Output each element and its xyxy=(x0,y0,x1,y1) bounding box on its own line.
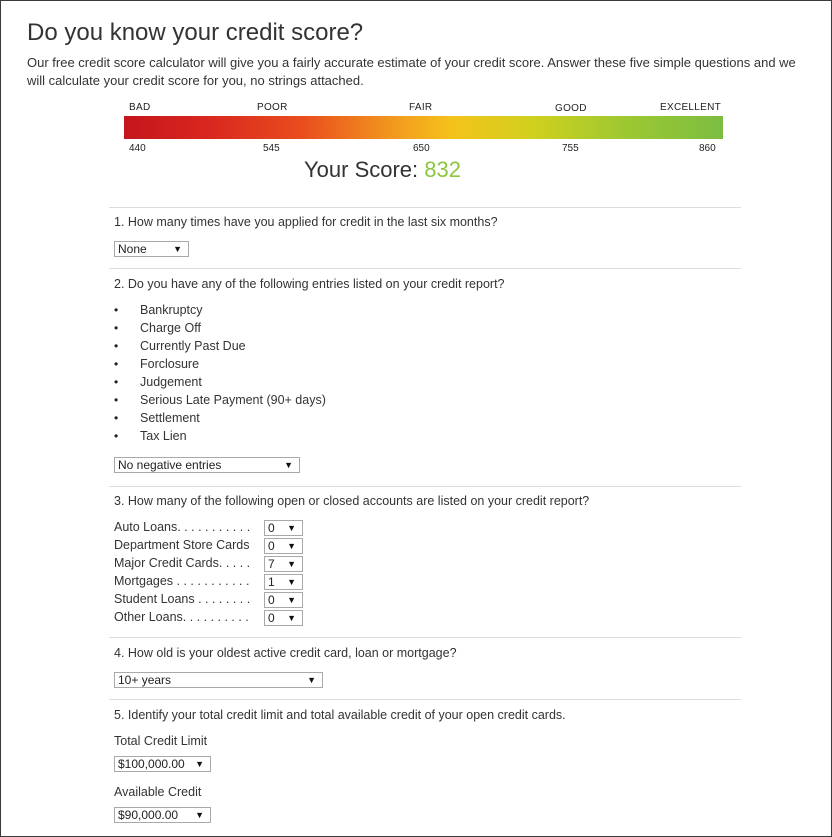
chevron-down-icon: ▼ xyxy=(195,759,204,769)
student-loans-select[interactable] xyxy=(264,592,303,608)
chevron-down-icon: ▼ xyxy=(284,460,293,470)
available-credit-value: $90,000.00 xyxy=(118,808,179,822)
chevron-down-icon: ▼ xyxy=(195,810,204,820)
other-loans-value: 0 xyxy=(268,611,275,625)
scale-number-545: 545 xyxy=(263,143,280,154)
question-3: 3. How many of the following open or closed accounts are listed on your credit report? xyxy=(114,494,590,508)
list-item: • Settlement xyxy=(114,409,326,427)
intro-text: Our free credit score calculator will give you a fairly accurate estimate of your credit score. Answer these five simple questions and we will calculate your credit score for you, no strings attached. xyxy=(27,55,796,88)
chevron-down-icon: ▼ xyxy=(287,595,296,605)
section-divider xyxy=(109,486,741,487)
scale-number-650: 650 xyxy=(413,143,430,154)
total-credit-limit-select[interactable] xyxy=(114,756,211,772)
chevron-down-icon: ▼ xyxy=(287,577,296,587)
total-credit-limit-value: $100,000.00 xyxy=(118,757,185,771)
auto-loans-value: 0 xyxy=(268,521,275,535)
available-credit-label: Available Credit xyxy=(114,785,202,799)
question-2: 2. Do you have any of the following entries listed on your credit report? xyxy=(114,277,505,291)
scale-number-860: 860 xyxy=(699,143,716,154)
scale-label-good: GOOD xyxy=(555,103,587,114)
major-credit-cards-value: 7 xyxy=(268,557,275,571)
page-title: Do you know your credit score? xyxy=(27,19,364,46)
list-item: • Tax Lien xyxy=(114,427,326,445)
section-divider xyxy=(109,268,741,269)
credit-applications-value: None xyxy=(118,242,147,256)
list-item: • Forclosure xyxy=(114,355,326,373)
chevron-down-icon: ▼ xyxy=(173,244,182,254)
list-item: • Judgement xyxy=(114,373,326,391)
department-store-cards-select[interactable] xyxy=(264,538,303,554)
chevron-down-icon: ▼ xyxy=(287,559,296,569)
account-label-student-loans: Student Loans . . . . . . . . xyxy=(114,592,251,606)
list-item: • Bankruptcy xyxy=(114,301,326,319)
mortgages-select[interactable] xyxy=(264,574,303,590)
account-label-other-loans: Other Loans. . . . . . . . . . xyxy=(114,610,249,624)
scale-number-755: 755 xyxy=(562,143,579,154)
account-label-major-credit-cards: Major Credit Cards. . . . . xyxy=(114,556,251,570)
account-label-auto-loans: Auto Loans. . . . . . . . . . . xyxy=(114,520,251,534)
department-store-cards-value: 0 xyxy=(268,539,275,553)
available-credit-select[interactable] xyxy=(114,807,211,823)
section-divider xyxy=(109,207,741,208)
scale-label-bad: BAD xyxy=(129,102,151,113)
question-4: 4. How old is your oldest active credit card, loan or mortgage? xyxy=(114,646,457,660)
oldest-account-age-select[interactable] xyxy=(114,672,323,688)
scale-label-poor: POOR xyxy=(257,102,288,113)
auto-loans-select[interactable] xyxy=(264,520,303,536)
list-item: • Serious Late Payment (90+ days) xyxy=(114,391,326,409)
major-credit-cards-select[interactable] xyxy=(264,556,303,572)
chevron-down-icon: ▼ xyxy=(307,675,316,685)
student-loans-value: 0 xyxy=(268,593,275,607)
total-credit-limit-label: Total Credit Limit xyxy=(114,734,208,748)
section-divider xyxy=(109,699,741,700)
scale-number-440: 440 xyxy=(129,143,146,154)
negative-entries-value: No negative entries xyxy=(118,458,222,472)
list-item: • Charge Off xyxy=(114,319,326,337)
negative-entries-select[interactable] xyxy=(114,457,300,473)
question-1: 1. How many times have you applied for credit in the last six months? xyxy=(114,215,498,229)
question-5: 5. Identify your total credit limit and total available credit of your open credit cards. xyxy=(114,708,566,722)
negative-entries-list xyxy=(114,301,326,445)
scale-label-excellent: EXCELLENT xyxy=(660,102,722,113)
score-gradient-bar xyxy=(124,116,723,139)
credit-applications-select[interactable] xyxy=(114,241,189,257)
scale-label-fair: FAIR xyxy=(409,102,433,113)
score-label: Your Score: xyxy=(304,157,419,182)
score-display xyxy=(304,157,461,183)
chevron-down-icon: ▼ xyxy=(287,523,296,533)
section-divider xyxy=(109,637,741,638)
chevron-down-icon: ▼ xyxy=(287,541,296,551)
other-loans-select[interactable] xyxy=(264,610,303,626)
mortgages-value: 1 xyxy=(268,575,275,589)
account-label-department-store: Department Store Cards xyxy=(114,538,250,552)
account-label-mortgages: Mortgages . . . . . . . . . . . xyxy=(114,574,250,588)
score-value: 832 xyxy=(424,157,461,182)
oldest-account-age-value: 10+ years xyxy=(118,673,172,687)
chevron-down-icon: ▼ xyxy=(287,613,296,623)
list-item: • Currently Past Due xyxy=(114,337,326,355)
